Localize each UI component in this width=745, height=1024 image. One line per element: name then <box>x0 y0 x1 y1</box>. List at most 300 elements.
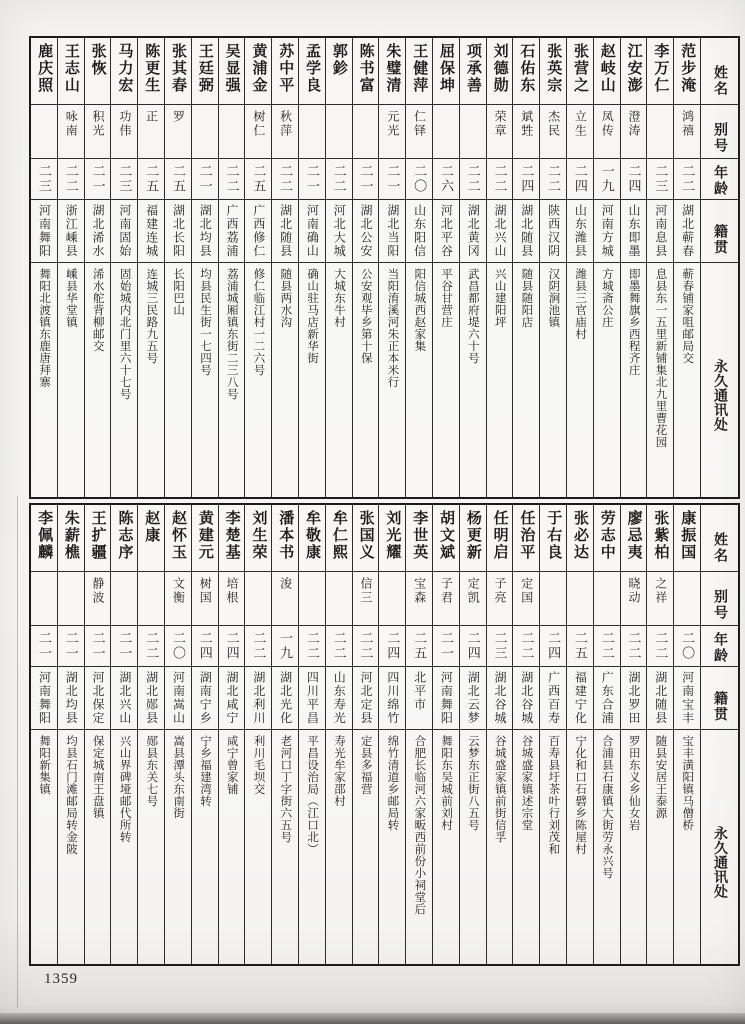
person-column <box>486 38 513 497</box>
person-native-place-cell <box>353 200 379 263</box>
person-column <box>218 38 245 497</box>
person-address-cell <box>621 263 647 497</box>
person-age-cell <box>299 159 325 200</box>
person-age: 二〇 <box>680 631 696 661</box>
person-native-place: 湖北当阳 <box>385 204 400 258</box>
person-column <box>110 505 137 964</box>
person-name: 廖忌夷 <box>625 510 642 561</box>
person-address-cell <box>594 263 620 497</box>
person-native-place: 湖北公安 <box>359 204 374 258</box>
person-age-cell <box>245 626 271 667</box>
person-age: 二一 <box>117 631 133 661</box>
person-native-place: 河南方城 <box>600 204 615 258</box>
person-age-cell <box>487 159 513 200</box>
person-native-place: 四川绵竹 <box>385 671 400 725</box>
person-byname-cell <box>219 105 245 159</box>
person-address: 谷城盛家镇述宗堂 <box>520 735 533 831</box>
header-byname-cell <box>701 105 738 159</box>
person-address-cell <box>647 730 673 964</box>
person-age-cell <box>460 159 486 200</box>
person-address: 咸宁曾家铺 <box>225 735 238 795</box>
person-native-place: 河南固始 <box>117 204 132 258</box>
person-address-cell <box>58 263 84 497</box>
person-name-cell <box>433 38 459 105</box>
person-age-cell <box>85 159 111 200</box>
person-native-place-cell <box>353 667 379 730</box>
person-byname-cell <box>647 105 673 159</box>
person-name: 范步淹 <box>679 43 696 94</box>
person-age: 二五 <box>572 631 588 661</box>
person-column <box>271 505 298 964</box>
person-byname: 仁铎 <box>412 110 427 138</box>
person-native-place: 湖北黄冈 <box>466 204 481 258</box>
roster-table-bottom <box>29 503 740 966</box>
person-address-cell <box>272 263 298 497</box>
person-name: 张紫柏 <box>652 510 669 561</box>
person-name-cell <box>674 38 700 105</box>
person-address-cell <box>326 263 352 497</box>
person-native-place-cell <box>245 200 271 263</box>
header-native-cell <box>701 200 738 263</box>
person-age-cell <box>513 626 539 667</box>
person-age-cell <box>433 626 459 667</box>
person-address: 合浦县石康镇大街劳永兴号 <box>600 735 613 879</box>
person-address-cell <box>379 263 405 497</box>
person-native-place-cell <box>674 667 700 730</box>
person-age-cell <box>219 626 245 667</box>
person-name-cell <box>379 505 405 572</box>
person-column <box>673 505 700 964</box>
person-column <box>566 38 593 497</box>
person-byname: 咏南 <box>64 110 79 138</box>
person-byname: 斌甡 <box>519 110 534 138</box>
person-age: 二三 <box>117 164 133 194</box>
person-native-place-cell <box>85 200 111 263</box>
person-column <box>325 38 352 497</box>
person-age: 二一 <box>90 164 106 194</box>
person-native-place-cell <box>299 667 325 730</box>
person-native-place: 广东合浦 <box>600 671 615 725</box>
person-name-cell <box>406 505 432 572</box>
person-address: 百寿县圩茶叶行刘茂和 <box>547 735 560 855</box>
person-name-cell <box>513 38 539 105</box>
person-native-place-cell <box>513 667 539 730</box>
person-address-cell <box>567 730 593 964</box>
person-native-place-cell <box>621 200 647 263</box>
person-age: 二一 <box>358 164 374 194</box>
person-native-place-cell <box>58 667 84 730</box>
person-age-cell <box>621 626 647 667</box>
person-native-place: 山东阳信 <box>412 204 427 258</box>
person-name-cell <box>272 38 298 105</box>
person-native-place: 湖北随县 <box>278 204 293 258</box>
person-native-place: 河南舞阳 <box>37 671 52 725</box>
person-byname: 罗 <box>171 110 186 124</box>
person-address: 舞阳东吴城前刘村 <box>440 735 453 831</box>
header-name-cell <box>701 505 738 572</box>
person-address-cell <box>460 263 486 497</box>
person-name-cell <box>111 38 137 105</box>
person-name: 康振国 <box>679 510 696 561</box>
person-age: 二二 <box>251 631 267 661</box>
person-native-place-cell <box>192 200 218 263</box>
person-native-place-cell <box>433 200 459 263</box>
person-native-place-cell <box>85 667 111 730</box>
person-column <box>673 38 700 497</box>
person-native-place-cell <box>540 667 566 730</box>
person-name: 牟敬康 <box>304 510 321 561</box>
person-address: 潍县三官庙村 <box>574 268 587 340</box>
person-address: 固始城内北门里六十七号 <box>118 268 131 400</box>
person-address-cell <box>406 730 432 964</box>
person-native-place: 湖南宁乡 <box>198 671 213 725</box>
person-age: 二六 <box>438 164 454 194</box>
person-name-cell <box>111 505 137 572</box>
person-byname: 子君 <box>439 577 454 605</box>
person-byname-cell <box>621 572 647 626</box>
person-name: 任明启 <box>491 510 508 561</box>
person-byname-cell <box>674 572 700 626</box>
person-age-cell <box>192 626 218 667</box>
person-age-cell <box>487 626 513 667</box>
person-address-cell <box>111 263 137 497</box>
person-name: 朱薪樵 <box>62 510 79 561</box>
person-column <box>31 505 57 964</box>
person-native-place-cell <box>138 200 164 263</box>
person-age: 二一 <box>438 631 454 661</box>
person-age: 二二 <box>278 164 294 194</box>
person-age-cell <box>299 626 325 667</box>
person-name: 李佩麟 <box>36 510 53 561</box>
person-age-cell <box>406 159 432 200</box>
person-byname-cell <box>433 572 459 626</box>
person-byname: 培根 <box>225 577 240 605</box>
person-native-place: 广西百寿 <box>546 671 561 725</box>
person-native-place: 山东寿光 <box>332 671 347 725</box>
person-byname: 立生 <box>573 110 588 138</box>
person-byname-cell <box>540 572 566 626</box>
person-age: 二二 <box>546 164 562 194</box>
person-byname-cell <box>219 572 245 626</box>
person-age: 二二 <box>358 631 374 661</box>
person-native-place-cell <box>58 200 84 263</box>
person-name-cell <box>58 505 84 572</box>
person-name: 朱璧清 <box>384 43 401 94</box>
person-byname-cell <box>299 572 325 626</box>
header-address-cell <box>701 730 738 964</box>
person-byname-cell <box>138 572 164 626</box>
person-address: 荔浦城厢镇东街二三八号 <box>225 268 238 400</box>
person-name-cell <box>326 505 352 572</box>
person-age-cell <box>138 159 164 200</box>
person-name-cell <box>31 38 57 105</box>
person-byname-cell <box>406 572 432 626</box>
person-native-place: 广西荔浦 <box>225 204 240 258</box>
person-byname: 子亮 <box>493 577 507 605</box>
person-native-place-cell <box>165 200 191 263</box>
person-native-place: 湖北光化 <box>278 671 293 725</box>
person-column <box>244 38 271 497</box>
person-byname: 荣章 <box>493 110 507 138</box>
person-age-cell <box>379 159 405 200</box>
person-column <box>325 505 352 964</box>
person-native-place-cell <box>674 200 700 263</box>
person-name: 张其春 <box>170 43 187 94</box>
person-byname: 信三 <box>359 577 374 605</box>
person-address-cell <box>31 263 57 497</box>
person-address-cell <box>540 730 566 964</box>
person-native-place: 湖北利川 <box>251 671 266 725</box>
scan-edge-shadow <box>0 1013 745 1024</box>
person-native-place: 湖北云梦 <box>466 671 481 725</box>
person-address: 宁化和口石礕乡陈屋村 <box>574 735 587 855</box>
person-column <box>271 38 298 497</box>
person-name: 王扩疆 <box>89 510 106 561</box>
person-byname: 之祥 <box>653 577 668 605</box>
person-address: 蕲春铺家咀邮局交 <box>681 268 694 364</box>
person-age-cell <box>647 159 673 200</box>
person-address-cell <box>299 730 325 964</box>
person-native-place-cell <box>460 667 486 730</box>
person-age-cell <box>674 159 700 200</box>
person-address-cell <box>31 730 57 964</box>
person-name: 张恢 <box>89 43 106 77</box>
person-native-place-cell <box>433 667 459 730</box>
person-name: 于右良 <box>545 510 562 561</box>
person-age: 二二 <box>331 631 347 661</box>
person-address: 利川毛坝交 <box>252 735 265 795</box>
person-address-cell <box>647 263 673 497</box>
person-name-cell <box>487 38 513 105</box>
person-byname-cell <box>111 105 137 159</box>
person-age: 二二 <box>680 164 696 194</box>
person-native-place-cell <box>165 667 191 730</box>
person-address: 阳信城西赵家集 <box>413 268 426 352</box>
person-address-cell <box>245 263 271 497</box>
person-column <box>164 38 191 497</box>
person-byname-cell <box>192 572 218 626</box>
person-column <box>593 38 620 497</box>
person-age: 二四 <box>626 164 642 194</box>
person-address-cell <box>433 263 459 497</box>
header-byname-cell <box>701 572 738 626</box>
person-byname-cell <box>460 105 486 159</box>
person-name: 张国义 <box>357 510 374 561</box>
header-name-label: 姓名 <box>712 65 728 97</box>
person-name: 孟学良 <box>304 43 321 94</box>
person-name: 牟仁熙 <box>330 510 347 561</box>
person-native-place: 湖北长阳 <box>171 204 186 258</box>
person-age-cell <box>674 626 700 667</box>
person-byname: 树国 <box>198 577 213 605</box>
person-native-place-cell <box>406 200 432 263</box>
person-address-cell <box>513 730 539 964</box>
person-age: 二一 <box>385 164 401 194</box>
person-byname: 杰民 <box>546 110 561 138</box>
person-name: 黄建元 <box>196 510 213 561</box>
person-name-cell <box>674 505 700 572</box>
person-age: 二四 <box>519 164 535 194</box>
person-name-cell <box>245 505 271 572</box>
person-name: 张英宗 <box>545 43 562 94</box>
person-age: 二二 <box>304 631 320 661</box>
person-age-cell <box>245 159 271 200</box>
person-native-place: 福建宁化 <box>573 671 588 725</box>
person-native-place-cell <box>219 667 245 730</box>
person-address-cell <box>674 263 700 497</box>
person-address: 随县两水沟 <box>279 268 292 328</box>
person-age: 二一 <box>63 631 79 661</box>
person-name: 张必达 <box>572 510 588 561</box>
person-address-cell <box>165 730 191 964</box>
person-column <box>593 505 620 964</box>
person-byname: 积光 <box>91 110 106 138</box>
person-native-place: 湖北兴山 <box>117 671 132 725</box>
person-age-cell <box>513 159 539 200</box>
person-age: 二一 <box>197 164 213 194</box>
person-byname: 定凯 <box>466 577 481 605</box>
person-name-cell <box>594 38 620 105</box>
person-name-cell <box>540 38 566 105</box>
person-column <box>486 505 513 964</box>
person-address: 嵩县潭头东南街 <box>172 735 185 819</box>
person-byname-cell <box>272 105 298 159</box>
person-native-place: 河南嵩山 <box>171 671 186 725</box>
person-native-place-cell <box>487 200 513 263</box>
person-age: 二三 <box>492 631 508 661</box>
person-address: 宝丰潢阳镇马僧桥 <box>681 735 694 831</box>
person-address: 浠水舵背柳邮交 <box>91 268 104 352</box>
person-name-cell <box>31 505 57 572</box>
person-age: 一九 <box>599 164 615 194</box>
person-name-cell <box>165 505 191 572</box>
person-native-place-cell <box>245 667 271 730</box>
person-native-place-cell <box>487 667 513 730</box>
person-name-cell <box>594 505 620 572</box>
person-column <box>432 505 459 964</box>
person-age-cell <box>621 159 647 200</box>
person-name-cell <box>192 505 218 572</box>
person-native-place: 北平市 <box>412 671 427 712</box>
person-age-cell <box>647 626 673 667</box>
person-byname-cell <box>379 572 405 626</box>
person-address: 保定城南王盘镇 <box>91 735 104 819</box>
person-native-place: 湖北均县 <box>198 204 213 258</box>
person-column <box>405 505 432 964</box>
person-name-cell <box>540 505 566 572</box>
person-address: 大城东牛村 <box>332 268 345 328</box>
person-column <box>646 38 673 497</box>
header-address-label: 永久通讯处 <box>712 826 728 899</box>
person-native-place: 湖北谷城 <box>493 671 507 725</box>
header-age-label: 年龄 <box>712 632 728 664</box>
person-address-cell <box>111 730 137 964</box>
person-address: 宁乡福建湾转 <box>198 735 211 807</box>
person-name: 李世英 <box>411 510 428 561</box>
person-byname: 晓动 <box>626 577 641 605</box>
person-name-cell <box>621 505 647 572</box>
person-name-cell <box>245 38 271 105</box>
person-native-place-cell <box>594 200 620 263</box>
person-column <box>298 38 325 497</box>
person-byname-cell <box>567 105 593 159</box>
person-address-cell <box>460 730 486 964</box>
person-name: 马力宏 <box>116 43 133 94</box>
person-age: 二一 <box>90 631 106 661</box>
person-native-place: 陕西汉阴 <box>546 204 561 258</box>
person-byname: 澄涛 <box>626 110 641 138</box>
person-native-place: 河北平谷 <box>439 204 454 258</box>
person-byname-cell <box>85 105 111 159</box>
person-age-cell <box>111 159 137 200</box>
person-age: 二二 <box>653 631 669 661</box>
person-address-cell <box>406 263 432 497</box>
person-address: 罗田东义乡仙女岩 <box>627 735 640 831</box>
person-name: 胡文斌 <box>438 510 455 561</box>
person-address-cell <box>138 263 164 497</box>
person-name: 黄浦金 <box>250 43 267 94</box>
person-name-cell <box>326 38 352 105</box>
person-name: 王健萍 <box>411 43 428 94</box>
person-address: 即墨舞旗乡西程齐庄 <box>627 268 640 376</box>
person-column <box>84 505 111 964</box>
person-column <box>539 505 566 964</box>
header-age-label: 年龄 <box>712 165 728 197</box>
person-native-place-cell <box>406 667 432 730</box>
person-age-cell <box>85 626 111 667</box>
person-address: 兴山界碑垭邮代所转 <box>118 735 131 843</box>
header-name-label: 姓名 <box>712 532 728 564</box>
person-native-place-cell <box>379 667 405 730</box>
person-name: 陈更生 <box>143 43 160 94</box>
person-age: 二五 <box>144 164 160 194</box>
person-name: 赵康 <box>143 510 160 544</box>
person-age: 二三 <box>653 164 669 194</box>
person-address-cell <box>58 730 84 964</box>
person-name-cell <box>353 505 379 572</box>
person-address: 合肥长临河六家畈西前份小祠堂后 <box>413 735 426 915</box>
header-address-cell <box>701 263 738 497</box>
person-name-cell <box>621 38 647 105</box>
person-name: 张营之 <box>572 43 588 94</box>
person-name-cell <box>647 38 673 105</box>
person-name: 鹿庆照 <box>36 43 53 94</box>
person-name-cell <box>433 505 459 572</box>
person-address-cell <box>299 263 325 497</box>
person-byname: 宝森 <box>412 577 427 605</box>
person-native-place: 河南宝丰 <box>680 671 695 725</box>
person-age: 二二 <box>626 631 642 661</box>
person-byname-cell <box>299 105 325 159</box>
person-column <box>352 505 379 964</box>
person-column <box>352 38 379 497</box>
person-address: 老河口丁字街六五号 <box>279 735 292 843</box>
person-address: 均县民生街一七四号 <box>198 268 211 376</box>
person-age-cell <box>138 626 164 667</box>
person-address: 绵竹清道乡邮局转 <box>386 735 399 831</box>
person-address: 方城斋公庄 <box>600 268 613 328</box>
person-column <box>459 505 486 964</box>
person-byname: 鸿禧 <box>680 110 695 138</box>
person-byname-cell <box>487 572 513 626</box>
person-native-place-cell <box>647 667 673 730</box>
person-byname-cell <box>513 572 539 626</box>
person-byname-cell <box>31 105 57 159</box>
header-byname-label: 别号 <box>712 122 728 154</box>
person-address-cell <box>85 730 111 964</box>
person-address-cell <box>513 263 539 497</box>
roster-table-top <box>29 36 740 499</box>
